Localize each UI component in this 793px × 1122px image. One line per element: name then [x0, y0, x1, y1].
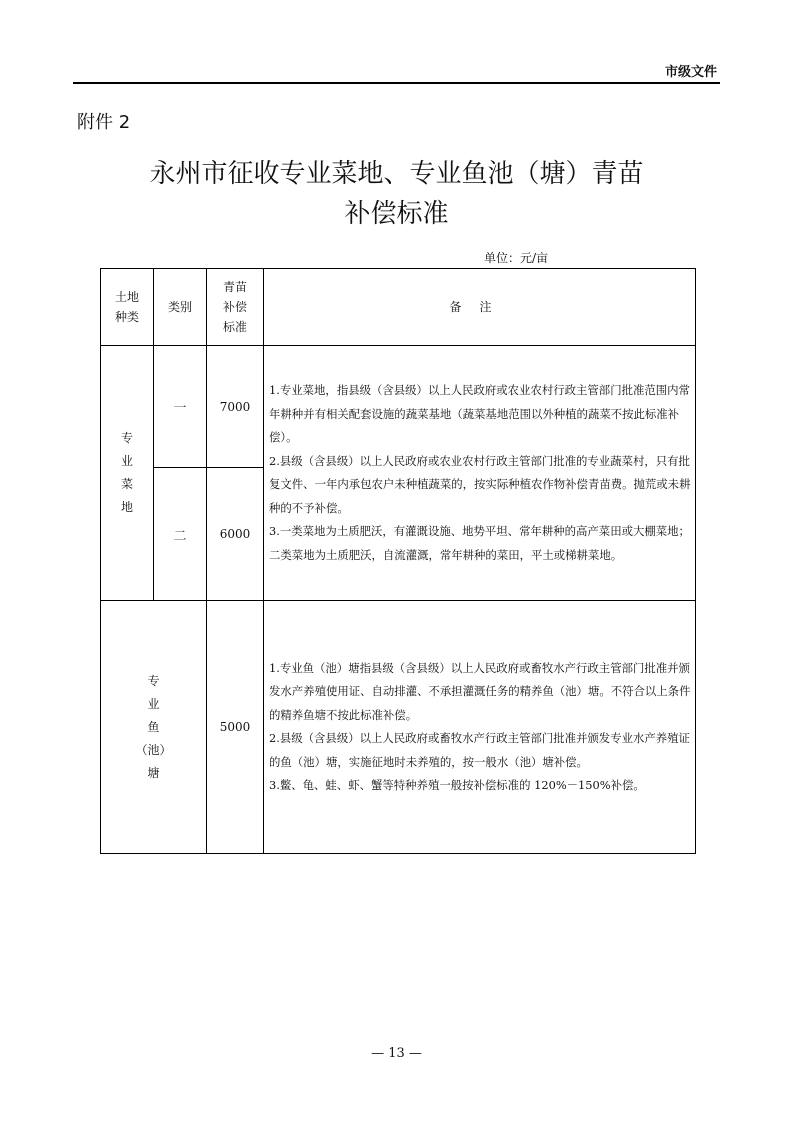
table-row — [101, 346, 696, 468]
header-note: 备注 — [264, 269, 696, 346]
note-paragraph: 2.县级（含县级）以上人民政府或农业农村行政主管部门批准的专业蔬菜村，只有批复文件、一年内承包农户未种植蔬菜的，按实际种植农作物补偿青苗费。抛荒或未耕种的不予补偿。 — [269, 453, 691, 515]
land-type-char: 鱼 — [147, 719, 160, 734]
land-type-char: （池） — [135, 742, 172, 757]
attachment-label: 附件 2 — [77, 112, 131, 133]
header-land-type-line: 土地 — [114, 290, 139, 304]
fishpond-land-type — [101, 601, 207, 854]
standard-cell: 5000 — [207, 601, 264, 854]
header-label: 市级文件 — [664, 65, 717, 80]
land-type-char: 专 — [147, 673, 160, 688]
land-type-char: 地 — [120, 500, 133, 514]
table-row — [101, 601, 696, 854]
fishpond-notes — [264, 601, 696, 854]
land-type-char: 塘 — [147, 765, 160, 780]
land-type-char: 业 — [147, 696, 160, 711]
header-standard-line: 补偿 — [222, 300, 247, 314]
standard-cell: 7000 — [207, 346, 264, 468]
header-standard-line: 青苗 — [222, 280, 247, 294]
category-cell: 一 — [154, 346, 207, 468]
document-title — [0, 154, 793, 234]
header-rule — [73, 82, 720, 84]
title-line-1: 永州市征收专业菜地、专业鱼池（塘）青苗 — [149, 159, 644, 189]
land-type-char: 专 — [120, 431, 133, 445]
page-number: — 13 — — [371, 1046, 422, 1061]
category-cell: 二 — [154, 468, 207, 601]
note-paragraph: 1.专业鱼（池）塘指县级（含县级）以上人民政府或畜牧水产行政主管部门批准并颁发水产养殖使用证、自动排灌、不承担灌溉任务的精养鱼（池）塘。不符合以上条件的精养鱼塘不按此标准补偿。 — [269, 660, 691, 722]
vegetable-land-type — [101, 346, 154, 601]
land-type-char: 业 — [120, 454, 133, 468]
note-paragraph: 3.一类菜地为土质肥沃，有灌溉设施、地势平坦、常年耕种的高产菜田或大棚菜地；二类菜地为土质肥沃，自流灌溉，常年耕种的菜田，平土或梯耕菜地。 — [269, 524, 690, 562]
header-land-type-line: 种类 — [114, 310, 139, 324]
header-standard — [207, 269, 264, 346]
table-header-row — [101, 269, 696, 346]
note-paragraph: 3.鳖、龟、蛙、虾、蟹等特种养殖一般按补偿标准的 120%－150%补偿。 — [269, 778, 645, 792]
header-land-type — [101, 269, 154, 346]
standard-cell: 6000 — [207, 468, 264, 601]
header-category: 类别 — [154, 269, 207, 346]
unit-label: 单位：元/亩 — [484, 251, 549, 265]
land-type-char: 菜 — [120, 477, 133, 491]
vegetable-notes — [264, 346, 696, 601]
header-standard-line: 标准 — [222, 320, 247, 334]
compensation-table — [100, 268, 696, 854]
note-paragraph: 1.专业菜地，指县级（含县级）以上人民政府或农业农村行政主管部门批准范围内常年耕种并有相关配套设施的蔬菜基地（蔬菜基地范围以外种植的蔬菜不按此标准补偿）。 — [269, 383, 690, 444]
title-line-2: 补偿标准 — [344, 199, 449, 229]
note-paragraph: 2.县级（含县级）以上人民政府或畜牧水产行政主管部门批准并颁发专业水产养殖证的鱼（池）塘，实施征地时未养殖的，按一般水（池）塘补偿。 — [269, 731, 690, 769]
